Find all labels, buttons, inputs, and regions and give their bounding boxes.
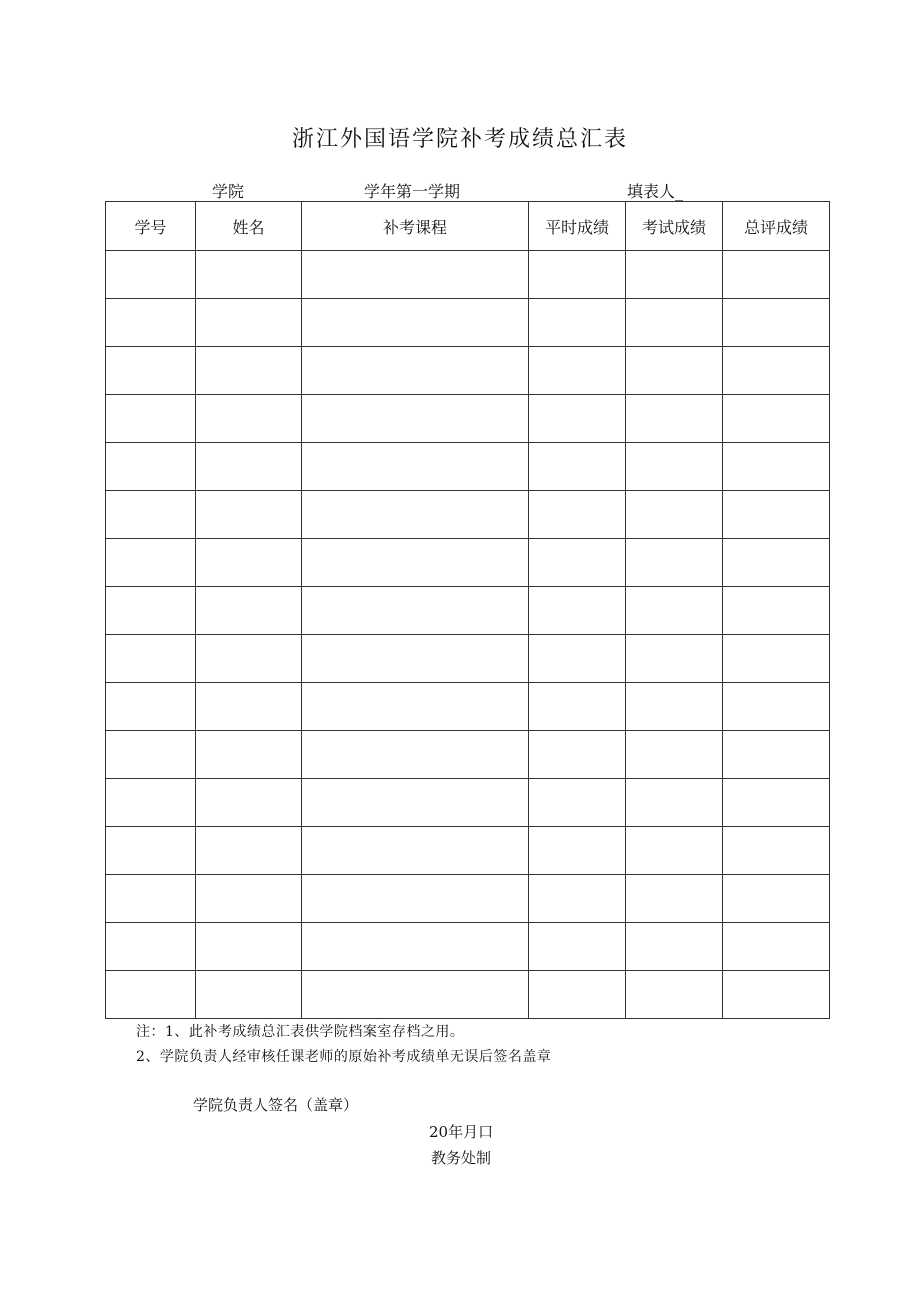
table-row xyxy=(106,491,830,539)
regular-score-cell[interactable] xyxy=(529,971,626,1019)
exam-score-cell[interactable] xyxy=(626,587,723,635)
name-cell[interactable] xyxy=(196,827,302,875)
student-id-cell[interactable] xyxy=(106,875,196,923)
exam-score-cell[interactable] xyxy=(626,251,723,299)
regular-score-cell[interactable] xyxy=(529,779,626,827)
name-cell[interactable] xyxy=(196,635,302,683)
regular-score-cell[interactable] xyxy=(529,347,626,395)
student-id-cell[interactable] xyxy=(106,971,196,1019)
college-field-label: 学院 xyxy=(212,182,245,201)
name-cell[interactable] xyxy=(196,731,302,779)
exam-score-cell[interactable] xyxy=(626,971,723,1019)
course-cell[interactable] xyxy=(302,347,529,395)
student-id-cell[interactable] xyxy=(106,491,196,539)
table-row xyxy=(106,347,830,395)
note-line-2: 2、学院负责人经审核任课老师的原始补考成绩单无误后签名盖章 xyxy=(136,1049,552,1065)
student-id-cell[interactable] xyxy=(106,587,196,635)
table-row xyxy=(106,875,830,923)
course-cell[interactable] xyxy=(302,683,529,731)
course-cell[interactable] xyxy=(302,635,529,683)
exam-score-cell[interactable] xyxy=(626,779,723,827)
table-row xyxy=(106,827,830,875)
name-cell[interactable] xyxy=(196,443,302,491)
regular-score-cell[interactable] xyxy=(529,827,626,875)
exam-score-cell[interactable] xyxy=(626,395,723,443)
course-cell[interactable] xyxy=(302,251,529,299)
student-id-cell[interactable] xyxy=(106,251,196,299)
course-cell[interactable] xyxy=(302,539,529,587)
table-row xyxy=(106,587,830,635)
name-cell[interactable] xyxy=(196,539,302,587)
table-header-row xyxy=(106,202,830,251)
student-id-cell[interactable] xyxy=(106,683,196,731)
exam-score-cell[interactable] xyxy=(626,827,723,875)
regular-score-cell[interactable] xyxy=(529,395,626,443)
filler-field-label: 填表人_ xyxy=(627,182,684,201)
table-row xyxy=(106,971,830,1019)
student-id-cell[interactable] xyxy=(106,539,196,587)
course-cell[interactable] xyxy=(302,587,529,635)
table-row xyxy=(106,443,830,491)
student-id-cell[interactable] xyxy=(106,923,196,971)
student-id-cell[interactable] xyxy=(106,635,196,683)
regular-score-cell[interactable] xyxy=(529,299,626,347)
final-score-cell[interactable] xyxy=(723,731,830,779)
final-score-cell[interactable] xyxy=(723,683,830,731)
name-cell[interactable] xyxy=(196,251,302,299)
student-id-cell[interactable] xyxy=(106,443,196,491)
table-row xyxy=(106,635,830,683)
signature-label: 学院负责人签名（盖章） xyxy=(193,1096,359,1114)
issuing-office: 教务处制 xyxy=(431,1149,492,1167)
regular-score-cell[interactable] xyxy=(529,875,626,923)
name-cell[interactable] xyxy=(196,347,302,395)
name-cell[interactable] xyxy=(196,683,302,731)
regular-score-cell[interactable] xyxy=(529,491,626,539)
name-cell[interactable] xyxy=(196,971,302,1019)
final-score-cell[interactable] xyxy=(723,443,830,491)
final-score-cell[interactable] xyxy=(723,491,830,539)
table-row xyxy=(106,923,830,971)
header-course: 补考课程 xyxy=(302,202,529,251)
regular-score-cell[interactable] xyxy=(529,731,626,779)
name-cell[interactable] xyxy=(196,779,302,827)
final-score-cell[interactable] xyxy=(723,635,830,683)
table-row xyxy=(106,731,830,779)
regular-score-cell[interactable] xyxy=(529,443,626,491)
regular-score-cell[interactable] xyxy=(529,635,626,683)
exam-score-cell[interactable] xyxy=(626,683,723,731)
student-id-cell[interactable] xyxy=(106,731,196,779)
header-final-score: 总评成绩 xyxy=(723,202,830,251)
exam-score-cell[interactable] xyxy=(626,443,723,491)
header-regular-score: 平时成绩 xyxy=(529,202,626,251)
student-id-cell[interactable] xyxy=(106,299,196,347)
course-cell[interactable] xyxy=(302,875,529,923)
name-cell[interactable] xyxy=(196,395,302,443)
course-cell[interactable] xyxy=(302,731,529,779)
student-id-cell[interactable] xyxy=(106,347,196,395)
final-score-cell[interactable] xyxy=(723,923,830,971)
regular-score-cell[interactable] xyxy=(529,683,626,731)
student-id-cell[interactable] xyxy=(106,827,196,875)
name-cell[interactable] xyxy=(196,491,302,539)
final-score-cell[interactable] xyxy=(723,299,830,347)
regular-score-cell[interactable] xyxy=(529,539,626,587)
exam-score-cell[interactable] xyxy=(626,635,723,683)
course-cell[interactable] xyxy=(302,443,529,491)
final-score-cell[interactable] xyxy=(723,251,830,299)
table-row xyxy=(106,299,830,347)
name-cell[interactable] xyxy=(196,299,302,347)
final-score-cell[interactable] xyxy=(723,347,830,395)
regular-score-cell[interactable] xyxy=(529,587,626,635)
page-title: 浙江外国语学院补考成绩总汇表 xyxy=(291,127,628,152)
final-score-cell[interactable] xyxy=(723,875,830,923)
course-cell[interactable] xyxy=(302,971,529,1019)
course-cell[interactable] xyxy=(302,827,529,875)
final-score-cell[interactable] xyxy=(723,827,830,875)
header-exam-score: 考试成绩 xyxy=(626,202,723,251)
term-field-label: 学年第一学期 xyxy=(364,182,461,201)
grades-table xyxy=(105,201,830,1019)
name-cell[interactable] xyxy=(196,875,302,923)
signature-date: 20年月口 xyxy=(429,1123,494,1141)
exam-score-cell[interactable] xyxy=(626,539,723,587)
course-cell[interactable] xyxy=(302,395,529,443)
final-score-cell[interactable] xyxy=(723,395,830,443)
regular-score-cell[interactable] xyxy=(529,251,626,299)
table-row xyxy=(106,539,830,587)
header-name: 姓名 xyxy=(196,202,302,251)
student-id-cell[interactable] xyxy=(106,779,196,827)
note-line-1: 注：1、此补考成绩总汇表供学院档案室存档之用。 xyxy=(136,1024,465,1040)
course-cell[interactable] xyxy=(302,299,529,347)
table-row xyxy=(106,251,830,299)
table-row xyxy=(106,395,830,443)
header-student-id: 学号 xyxy=(106,202,196,251)
course-cell[interactable] xyxy=(302,491,529,539)
table-body xyxy=(106,251,830,1019)
final-score-cell[interactable] xyxy=(723,587,830,635)
final-score-cell[interactable] xyxy=(723,779,830,827)
exam-score-cell[interactable] xyxy=(626,347,723,395)
exam-score-cell[interactable] xyxy=(626,491,723,539)
course-cell[interactable] xyxy=(302,923,529,971)
course-cell[interactable] xyxy=(302,779,529,827)
table-row xyxy=(106,779,830,827)
final-score-cell[interactable] xyxy=(723,971,830,1019)
student-id-cell[interactable] xyxy=(106,395,196,443)
table-row xyxy=(106,683,830,731)
exam-score-cell[interactable] xyxy=(626,875,723,923)
regular-score-cell[interactable] xyxy=(529,923,626,971)
exam-score-cell[interactable] xyxy=(626,923,723,971)
name-cell[interactable] xyxy=(196,587,302,635)
name-cell[interactable] xyxy=(196,923,302,971)
exam-score-cell[interactable] xyxy=(626,299,723,347)
final-score-cell[interactable] xyxy=(723,539,830,587)
exam-score-cell[interactable] xyxy=(626,731,723,779)
